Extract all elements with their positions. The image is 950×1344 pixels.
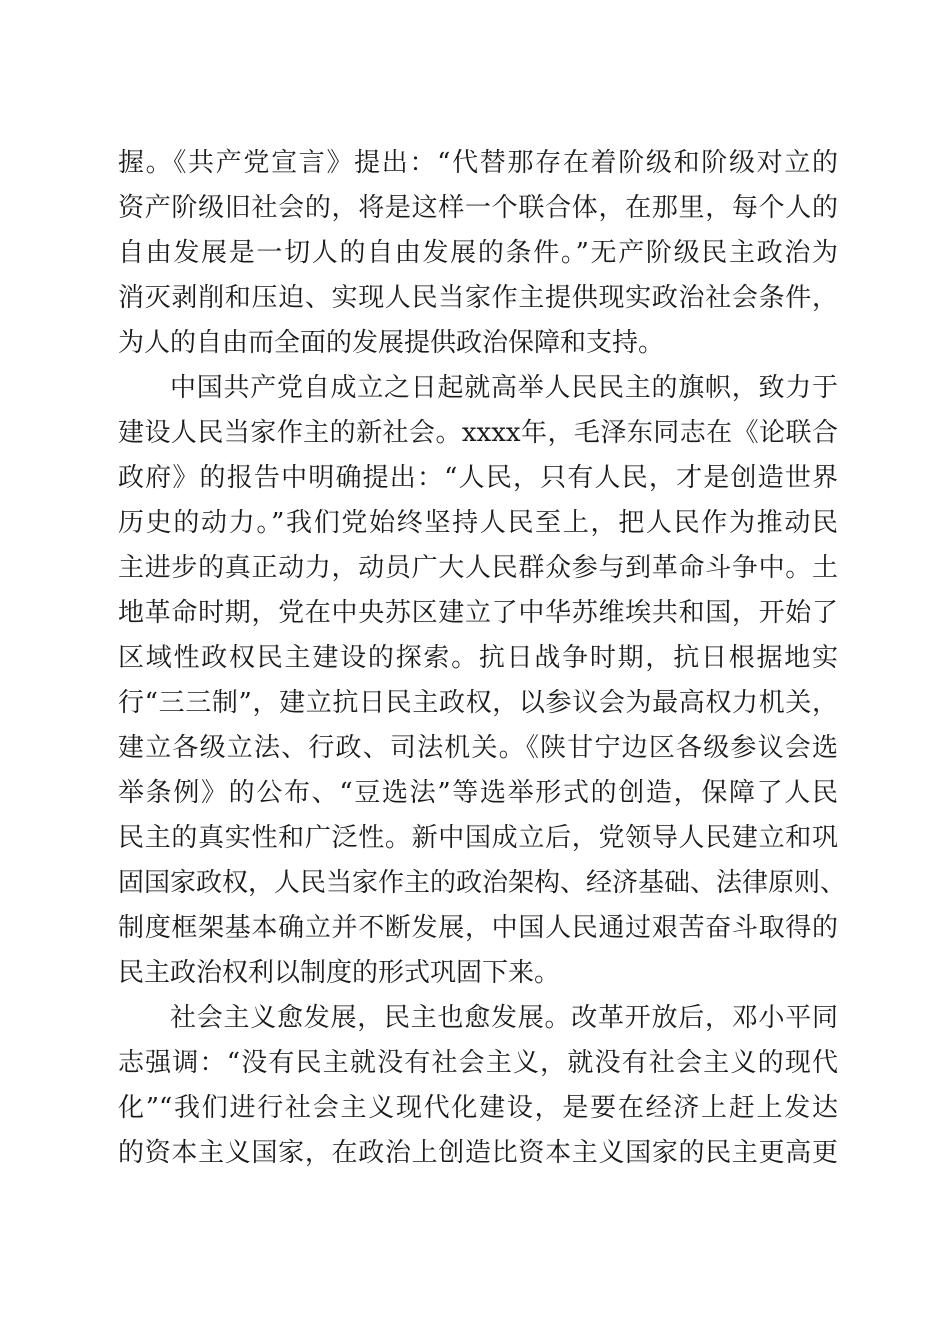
text-line: 历史的动力。”我们党始终坚持人民至上，把人民作为推动民 [118,508,838,538]
text-line: 消灭剥削和压迫、实现人民当家作主提供现实政治社会条件， [118,283,838,313]
text-line: 政府》的报告中明确提出：“人民，只有人民，才是创造世界 [118,463,838,493]
text-line: 民主的真实性和广泛性。新中国成立后，党领导人民建立和巩 [118,823,838,853]
text-line: 举条例》的公布、“豆选法”等选举形式的创造，保障了人民 [118,778,838,808]
text-line: 主进步的真正动力，动员广大人民群众参与到革命斗争中。土 [118,553,838,583]
text-line: 社会主义愈发展，民主也愈发展。改革开放后，邓小平同 [170,1003,838,1033]
text-line: 建设人民当家作主的新社会。xxxx年，毛泽东同志在《论联合 [118,418,838,448]
text-line: 的资本主义国家，在政治上创造比资本主义国家的民主更高更 [118,1138,838,1168]
text-line: 民主政治权利以制度的形式巩固下来。 [118,958,561,988]
text-line: 为人的自由而全面的发展提供政治保障和支持。 [118,328,665,358]
text-line: 固国家政权，人民当家作主的政治架构、经济基础、法律原则、 [118,868,847,898]
text-line: 区域性政权民主建设的探索。抗日战争时期，抗日根据地实 [118,643,838,673]
text-line: 资产阶级旧社会的，将是这样一个联合体，在那里，每个人的 [118,193,838,223]
text-line: 化”“我们进行社会主义现代化建设，是要在经济上赶上发达 [118,1093,838,1123]
text-line: 制度框架基本确立并不断发展，中国人民通过艰苦奋斗取得的 [118,913,838,943]
text-line: 中国共产党自成立之日起就高举人民民主的旗帜，致力于 [170,373,838,403]
document-body [118,141,847,1176]
text-line: 行“三三制”，建立抗日民主政权，以参议会为最高权力机关， [118,688,838,718]
text-line: 志强调：“没有民主就没有社会主义，就没有社会主义的现代 [118,1048,838,1078]
text-line: 握。《共产党宣言》提出：“代替那存在着阶级和阶级对立的 [118,148,838,178]
text-line: 建立各级立法、行政、司法机关。《陕甘宁边区各级参议会选 [118,733,838,763]
text-line: 自由发展是一切人的自由发展的条件。”无产阶级民主政治为 [118,238,838,268]
text-line: 地革命时期，党在中央苏区建立了中华苏维埃共和国，开始了 [118,598,838,628]
